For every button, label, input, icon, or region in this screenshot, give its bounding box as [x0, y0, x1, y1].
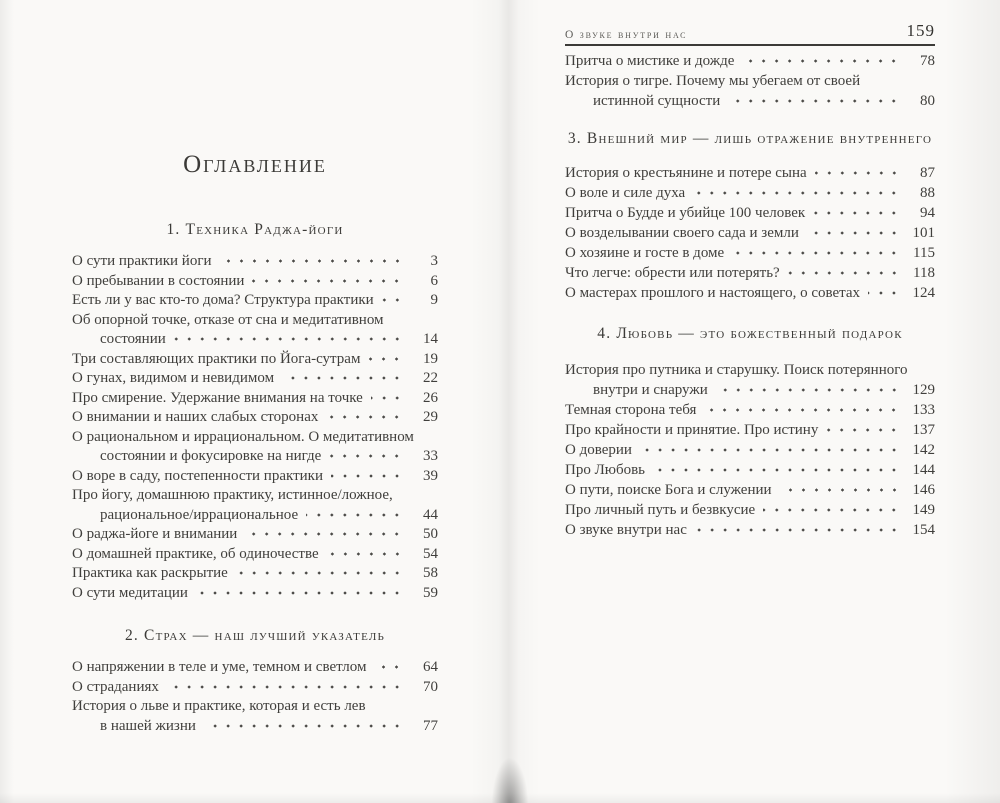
toc-entry-page-number: 59: [423, 584, 438, 601]
toc-entry: [565, 245, 935, 265]
toc-entry: [72, 526, 438, 546]
toc-entry-page-number: 144: [912, 462, 935, 478]
toc-entry-line: [72, 390, 438, 410]
toc-entry: [72, 351, 438, 371]
toc-entry-page-number: 39: [423, 467, 438, 484]
toc-entry: [72, 679, 438, 699]
toc-entry-title: Притча о мистике и дожде: [565, 53, 735, 69]
left-page: [72, 150, 438, 737]
toc-entry-title: О рациональном и иррациональном. О медитативном: [72, 428, 414, 445]
toc-entry-page-number: 137: [912, 422, 935, 438]
scan-right-edge-shadow: [945, 0, 1000, 803]
toc-entry-page-number: 6: [430, 272, 438, 289]
toc-entry-page-number: 58: [423, 565, 438, 581]
toc-entry-title: Про крайности и принятие. Про истину: [565, 422, 819, 438]
toc-entry-title: Практика как раскрытие: [72, 565, 228, 581]
toc-entry-title: Про йогу, домашнюю практику, истинное/ложное,: [72, 487, 393, 503]
toc-entry-title: О доверии: [565, 442, 632, 458]
toc-entry: [565, 185, 935, 205]
toc-entry-title: О воле и силе духа: [565, 185, 686, 201]
section-heading-2: 2. Страх — наш лучший указатель: [124, 627, 386, 644]
toc-entry-line: [72, 585, 438, 605]
toc-entry: [565, 502, 935, 522]
toc-entry: [72, 546, 438, 566]
toc-section-1-entries: [72, 253, 438, 604]
toc-entry-title: Три составляющих практики по Йога-сутрам: [72, 350, 361, 367]
toc-section-3-entries: [565, 165, 935, 305]
toc-entry-line: [565, 502, 935, 522]
toc-entry-title: Об опорной точке, отказе от сна и медитативном: [72, 311, 384, 328]
toc-entry: [565, 205, 935, 225]
toc-entry-page-number: 19: [423, 350, 438, 367]
toc-entry-page-number: 94: [920, 205, 935, 221]
toc-entry-title: Про смирение. Удержание внимания на точке: [72, 389, 363, 406]
section-heading-1: 1. Техника Раджа-йоги: [166, 221, 344, 238]
toc-entry: [72, 429, 438, 468]
toc-entry-title: О звуке внутри нас: [565, 522, 687, 538]
toc-entry-line: [565, 285, 935, 305]
toc-entry-line: [72, 487, 438, 507]
toc-entry-page-number: 77: [423, 717, 438, 734]
toc-entry-title: Темная сторона тебя: [565, 402, 697, 418]
toc-entry-line: [72, 698, 438, 718]
toc-entry-line: [72, 546, 438, 566]
toc-entry-title-continuation: состоянии и фокусировке на нигде: [100, 448, 322, 464]
toc-entry-page-number: 88: [920, 185, 935, 201]
toc-entry-title: О пути, поиске Бога и служении: [565, 482, 772, 498]
toc-entry-page-number: 54: [423, 545, 438, 562]
gutter-shadow: [470, 0, 540, 803]
toc-entry-page-number: 124: [912, 285, 935, 301]
toc-entry-page-number: 9: [430, 292, 438, 308]
toc-entry-page-number: 115: [913, 245, 935, 261]
toc-entry-title-continuation: внутри и снаружи: [593, 382, 708, 398]
toc-entry-line: [72, 351, 438, 371]
toc-entry-page-number: 118: [913, 265, 935, 281]
toc-entry-title: История о крестьянине и потере сына: [565, 165, 807, 181]
toc-entry: [565, 482, 935, 502]
toc-entry-page-number: 14: [423, 331, 438, 347]
toc-entry: [565, 73, 935, 113]
toc-entry: [565, 442, 935, 462]
toc-entry-line: [565, 442, 935, 462]
toc-entry-line-continuation: [565, 93, 935, 113]
toc-entry: [565, 522, 935, 542]
toc-entry-page-number: 133: [912, 402, 935, 418]
toc-entry-line: [72, 526, 438, 546]
toc-entry-title: История про путника и старушку. Поиск потерянного: [565, 362, 908, 378]
toc-entry-page-number: 154: [912, 522, 935, 538]
toc-entry: [72, 370, 438, 390]
toc-entry: [72, 585, 438, 605]
toc-entry-title: О напряжении в теле и уме, темном и светлом: [72, 659, 367, 675]
toc-entry-title-continuation: состоянии: [100, 331, 166, 347]
toc-entry-page-number: 149: [912, 502, 935, 518]
toc-entry-title: О воре в саду, постепенности практики: [72, 467, 323, 484]
toc-entry: [72, 468, 438, 488]
toc-entry: [565, 462, 935, 482]
toc-entry: [565, 53, 935, 73]
toc-entry-line-continuation: [565, 382, 935, 402]
toc-entry-page-number: 64: [423, 659, 438, 675]
toc-entry-page-number: 26: [423, 389, 438, 406]
toc-entry-page-number: 146: [912, 482, 935, 498]
toc-entry: [565, 225, 935, 245]
toc-entry-line: [72, 679, 438, 699]
toc-entry-title-continuation: истинной сущности: [593, 93, 721, 109]
right-page: [565, 53, 935, 542]
toc-entry: [565, 285, 935, 305]
toc-entry-title: О сути медитации: [72, 584, 188, 601]
toc-entry-line: [565, 482, 935, 502]
toc-entry-line: [565, 462, 935, 482]
toc-entry-title: О домашней практике, об одиночестве: [72, 545, 319, 562]
toc-section-2-entries: [72, 659, 438, 737]
toc-entry: [72, 312, 438, 351]
toc-entry: [565, 422, 935, 442]
toc-entry-page-number: 80: [920, 93, 935, 109]
toc-entry: [565, 362, 935, 402]
toc-entry-title: Про Любовь: [565, 462, 646, 478]
toc-entry-line: [72, 312, 438, 332]
toc-entry: [72, 698, 438, 737]
running-header-title: О звуке внутри нас: [565, 29, 688, 41]
toc-entry-title-continuation: в нашей жизни: [100, 717, 196, 734]
toc-entry-line-continuation: [72, 331, 438, 351]
toc-entry: [72, 390, 438, 410]
toc-entry-title: О гунах, видимом и невидимом: [72, 370, 275, 386]
toc-entry-line: [565, 245, 935, 265]
toc-entry: [72, 487, 438, 526]
toc-entry-page-number: 142: [912, 442, 935, 458]
toc-entry-line: [72, 292, 438, 312]
toc-entry-line: [565, 165, 935, 185]
page-title: Оглавление: [183, 151, 327, 178]
toc-entry-title: Про личный путь и безвкусие: [565, 502, 756, 518]
toc-entry-title: О внимании и наших слабых сторонах: [72, 409, 319, 425]
section-heading-4: 4. Любовь — это божественный подарок: [597, 325, 903, 342]
toc-entry-line: [72, 468, 438, 488]
toc-entry-page-number: 129: [912, 382, 935, 398]
toc-entry-line-continuation: [72, 507, 438, 527]
toc-entry: [72, 565, 438, 585]
toc-entry-title: Что легче: обрести или потерять?: [565, 265, 780, 281]
toc-entry-line: [565, 225, 935, 245]
toc-entry-title: О страданиях: [72, 678, 159, 695]
toc-entry-line: [565, 522, 935, 542]
toc-entry: [565, 265, 935, 285]
toc-entry-title: История о тигре. Почему мы убегаем от своей: [565, 73, 861, 89]
toc-entry-line: [72, 253, 438, 273]
toc-entry-title: О хозяине и госте в доме: [565, 245, 725, 261]
toc-entry: [565, 165, 935, 185]
toc-entry-page-number: 22: [423, 370, 438, 386]
toc-entry-title: О пребывании в состоянии: [72, 272, 245, 289]
toc-entry-title-continuation: рациональное/иррациональное: [100, 506, 299, 523]
toc-entry-line: [72, 659, 438, 679]
page-number: 159: [906, 21, 935, 40]
toc-entry-line: [565, 205, 935, 225]
toc-entry-title: О сути практики йоги: [72, 253, 212, 269]
toc-entry-line: [72, 409, 438, 429]
toc-entry-title: Притча о Будде и убийце 100 человек: [565, 205, 806, 221]
toc-entry-page-number: 3: [430, 253, 438, 269]
toc-entry-title: Есть ли у вас кто-то дома? Структура практики: [72, 292, 374, 308]
toc-entry-title: О возделывании своего сада и земли: [565, 225, 799, 241]
toc-entry-line: [565, 362, 935, 382]
toc-entry: [72, 292, 438, 312]
toc-entry: [565, 402, 935, 422]
scan-bottom-edge-shadow: [0, 793, 1000, 803]
toc-section-4-entries: [565, 362, 935, 542]
toc-entry-line: [72, 565, 438, 585]
toc-entry-line: [565, 422, 935, 442]
toc-entry-line: [565, 185, 935, 205]
toc-entry-line: [72, 370, 438, 390]
toc-entry: [72, 273, 438, 293]
toc-entry-line: [565, 265, 935, 285]
toc-entry-title: О раджа-йоге и внимании: [72, 526, 238, 542]
toc-entry-page-number: 50: [423, 526, 438, 542]
toc-entry-page-number: 101: [912, 225, 935, 241]
toc-entry: [72, 659, 438, 679]
toc-entry-page-number: 87: [920, 165, 935, 181]
toc-entry-page-number: 78: [920, 53, 935, 69]
toc-entry-page-number: 44: [423, 506, 438, 523]
toc-entry-page-number: 29: [423, 409, 438, 425]
toc-entry: [72, 409, 438, 429]
toc-entry-line: [565, 402, 935, 422]
toc-section-2-continued-entries: [565, 53, 935, 113]
toc-entry-title: История о льве и практике, которая и есть лев: [72, 698, 366, 714]
section-heading-3: 3. Внешний мир — лишь отражение внутреннего: [567, 130, 933, 147]
toc-entry-line-continuation: [72, 448, 438, 468]
toc-entry-page-number: 33: [423, 448, 438, 464]
running-header: [565, 20, 935, 46]
toc-entry: [72, 253, 438, 273]
toc-entry-title: О мастерах прошлого и настоящего, о советах: [565, 285, 861, 301]
toc-entry-line: [72, 273, 438, 293]
toc-entry-line: [565, 53, 935, 73]
toc-entry-line-continuation: [72, 718, 438, 738]
toc-entry-line: [565, 73, 935, 93]
toc-entry-line: [72, 429, 438, 449]
toc-entry-page-number: 70: [423, 678, 438, 695]
scan-left-edge-shadow: [0, 0, 14, 803]
